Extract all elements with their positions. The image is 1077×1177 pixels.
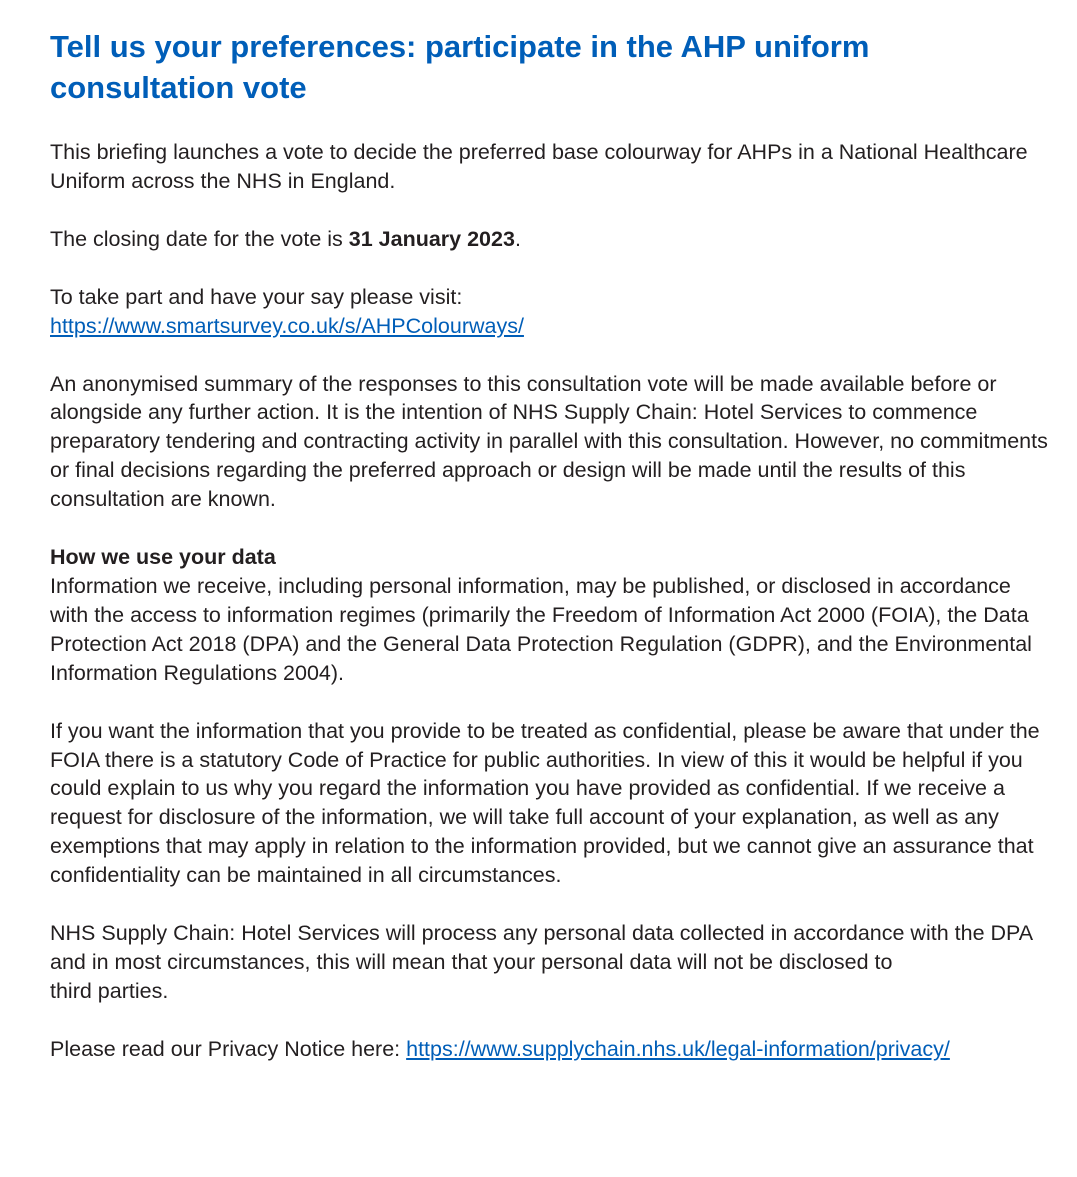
participate-text: To take part and have your say please visit: bbox=[50, 284, 463, 309]
data-paragraph-2: If you want the information that you provide to be treated as confidential, please be aware that under the FOIA there is a statutory Code of Practice for public authorities. In view of this it would be helpful if you could explain to us why you regard the information you have provided as confidential. If we receive a request for disclosure of the information, we will take full account of your explanation, as well as any exemptions that may apply in relation to the information provided, but we cannot give an assurance that confidentiality can be maintained in all circumstances. bbox=[50, 718, 1040, 888]
closing-date-paragraph bbox=[50, 225, 1050, 254]
data-paragraph-3-line-1: NHS Supply Chain: Hotel Services will process any personal data collected in accordance with the DPA and in most circumstances, this will mean that your personal data will not be disclosed to bbox=[50, 921, 1032, 974]
page-title: Tell us your preferences: participate in the AHP uniform consultation vote bbox=[50, 29, 870, 105]
data-section-heading: How we use your data bbox=[50, 545, 276, 570]
closing-date-prefix: The closing date for the vote is bbox=[50, 226, 349, 251]
privacy-link[interactable]: https://www.supplychain.nhs.uk/legal-information/privacy/ bbox=[406, 1036, 950, 1061]
closing-date-suffix: . bbox=[514, 226, 521, 251]
survey-link[interactable]: https://www.smartsurvey.co.uk/s/AHPColourways/ bbox=[50, 313, 524, 338]
privacy-prefix: Please read our Privacy Notice here: bbox=[50, 1036, 407, 1061]
data-paragraph-3 bbox=[50, 919, 1050, 1006]
intro-paragraph: This briefing launches a vote to decide the preferred base colourway for AHPs in a National Healthcare Uniform across the NHS in England. bbox=[50, 140, 1028, 193]
privacy-paragraph bbox=[50, 1035, 1050, 1064]
participate-paragraph bbox=[50, 283, 1050, 341]
summary-paragraph: An anonymised summary of the responses to this consultation vote will be made available before or alongside any further action. It is the intention of NHS Supply Chain: Hotel Services to commence preparatory tendering and contracting activity in parallel with this consultation. However, no commitments or final decisions regarding the preferred approach or design will be made until the results of this consultation are known. bbox=[50, 371, 1048, 512]
document-page bbox=[50, 26, 1050, 1064]
closing-date-value: 31 January 2023 bbox=[348, 226, 515, 251]
data-paragraph-3-line-2: third parties. bbox=[50, 978, 169, 1003]
data-paragraph-1: Information we receive, including personal information, may be published, or disclosed in accordance with the access to information regimes (primarily the Freedom of Information Act 2000 (FOIA), the Data Protection Act 2018 (DPA) and the General Data Protection Regulation (GDPR), and the Environmental Information Regulations 2004). bbox=[50, 573, 1032, 685]
